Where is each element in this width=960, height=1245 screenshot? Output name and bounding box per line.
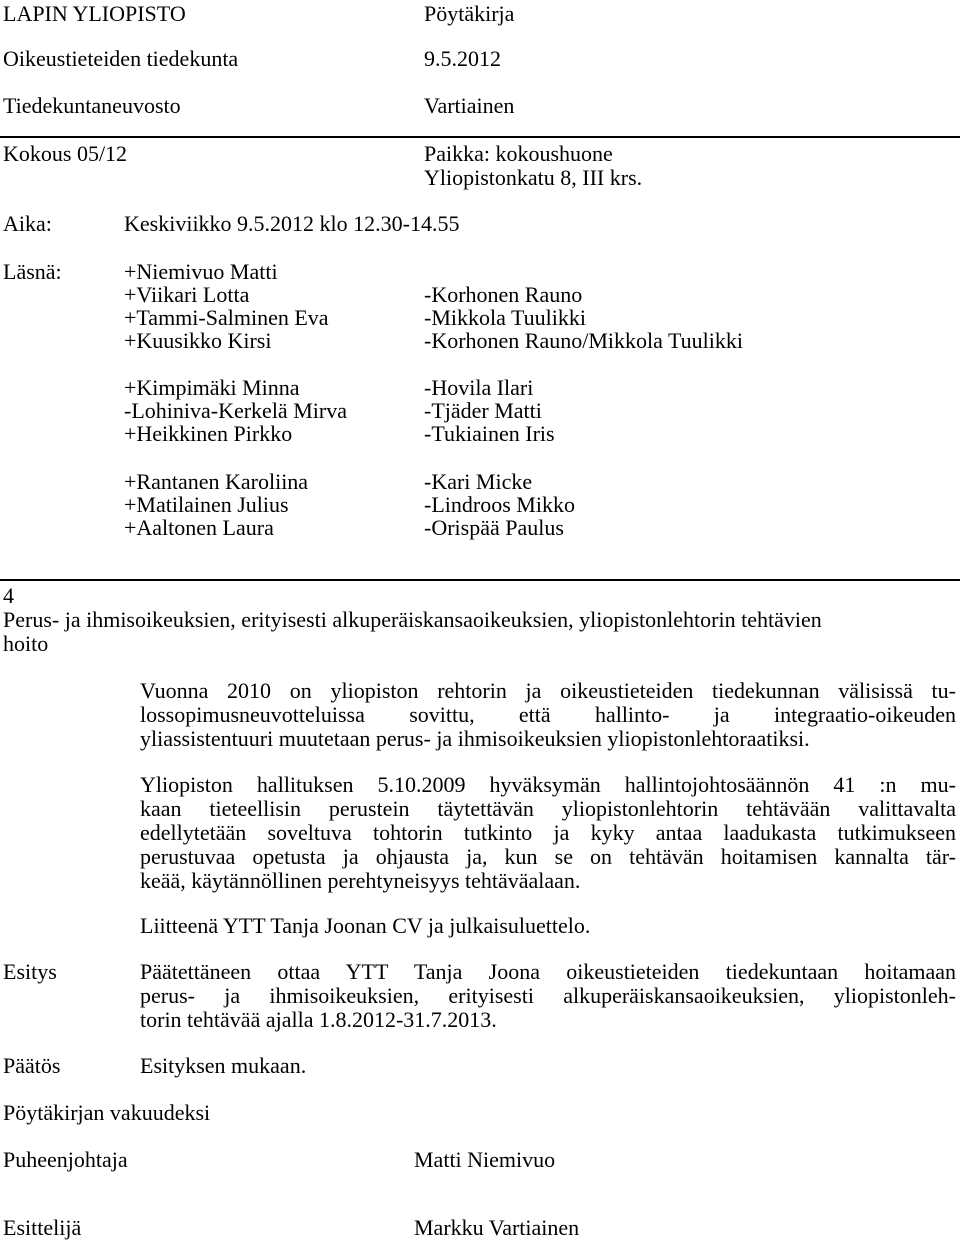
paragraph-line: yliassistentuuri muutetaan perus- ja ihmisoikeuksien yliopistonlehtoraatiksi. (140, 726, 810, 751)
attendee: +Niemivuo Matti (124, 259, 278, 284)
header-divider (0, 136, 960, 138)
paragraph-line: perus- ja ihmisoikeuksien, erityisesti alkuperäiskansaoikeuksien, yliopistonleh- (140, 983, 956, 1008)
attendee: +Heikkinen Pirkko (124, 421, 293, 446)
section-divider (0, 579, 960, 581)
paragraph-line: Päätettäneen ottaa YTT Tanja Joona oikeustieteiden tiedekuntaan hoitamaan (140, 959, 956, 984)
meeting-number: Kokous 05/12 (3, 141, 128, 166)
presenter-name: Markku Vartiainen (414, 1215, 580, 1240)
attendee: +Rantanen Karoliina (124, 469, 309, 494)
background-paragraph (140, 679, 956, 751)
paragraph-line: keää, käytännöllinen perehtyneisyys tehtäväalaan. (140, 868, 581, 893)
document-type: Pöytäkirja (424, 1, 515, 26)
attendee: +Kimpimäki Minna (124, 375, 300, 400)
minutes-keeper: Vartiainen (424, 93, 515, 118)
paragraph-line: Vuonna 2010 on yliopiston rehtorin ja oikeustieteiden tiedekunnan välisissä tu- (140, 678, 956, 703)
deputy: -Tjäder Matti (424, 398, 542, 423)
attendee: -Lohiniva-Kerkelä Mirva (124, 398, 347, 423)
decision-text: Esityksen mukaan. (140, 1053, 307, 1078)
deputy: -Lindroos Mikko (424, 492, 575, 517)
signatures-heading: Pöytäkirjan vakuudeksi (3, 1100, 211, 1125)
proposal-text (140, 960, 956, 1032)
meeting-date: 9.5.2012 (424, 46, 501, 71)
university-name: LAPIN YLIOPISTO (3, 1, 186, 26)
paragraph-line: torin tehtävää ajalla 1.8.2012-31.7.2013. (140, 1007, 497, 1032)
chair-label: Puheenjohtaja (3, 1147, 128, 1172)
deputy: -Kari Micke (424, 469, 533, 494)
time-value: Keskiviikko 9.5.2012 klo 12.30-14.55 (124, 211, 460, 236)
regulation-paragraph (140, 773, 956, 893)
deputy: -Tukiainen Iris (424, 421, 555, 446)
deputy: -Mikkola Tuulikki (424, 305, 586, 330)
present-label: Läsnä: (3, 259, 62, 284)
attachment-note: Liitteenä YTT Tanja Joonan CV ja julkaisuluettelo. (140, 913, 591, 938)
time-label: Aika: (3, 211, 52, 236)
deputy: -Hovila Ilari (424, 375, 534, 400)
chair-name: Matti Niemivuo (414, 1147, 556, 1172)
deputy: -Korhonen Rauno (424, 282, 583, 307)
paragraph-line: perustuvaa opetusta ja ohjausta ja, kun se on tehtävän hoitamisen kannalta tär- (140, 844, 956, 869)
paragraph-line: lossopimusneuvotteluissa sovittu, että hallinto- ja integraatio-oikeuden (140, 702, 956, 727)
decision-label: Päätös (3, 1053, 61, 1078)
proposal-label: Esitys (3, 959, 57, 984)
attendee: +Tammi-Salminen Eva (124, 305, 329, 330)
attendee: +Aaltonen Laura (124, 515, 274, 540)
paragraph-line: kaan tieteellisin perustein täytettävän yliopistonlehtorin tehtävään valittavalta (140, 796, 956, 821)
paragraph-line: Yliopiston hallituksen 5.10.2009 hyväksymän hallintojohtosäännön 41 :n mu- (140, 772, 956, 797)
meeting-place-line2: Yliopistonkatu 8, III krs. (424, 165, 643, 190)
attendee: +Viikari Lotta (124, 282, 250, 307)
item-title-line2: hoito (3, 631, 49, 656)
faculty-name: Oikeustieteiden tiedekunta (3, 46, 239, 71)
item-title-line1: Perus- ja ihmisoikeuksien, erityisesti alkuperäiskansaoikeuksien, yliopistonlehtorin tehtävien (3, 607, 822, 632)
deputy: -Korhonen Rauno/Mikkola Tuulikki (424, 328, 744, 353)
attendee: +Kuusikko Kirsi (124, 328, 272, 353)
deputy: -Orispää Paulus (424, 515, 564, 540)
meeting-place-line1: Paikka: kokoushuone (424, 141, 613, 166)
item-number: 4 (3, 583, 14, 608)
paragraph-line: edellytetään soveltuva tohtorin tutkinto ja kyky antaa laadukasta tutkimukseen (140, 820, 956, 845)
attendee: +Matilainen Julius (124, 492, 289, 517)
presenter-label: Esittelijä (3, 1215, 82, 1240)
council-name: Tiedekuntaneuvosto (3, 93, 181, 118)
